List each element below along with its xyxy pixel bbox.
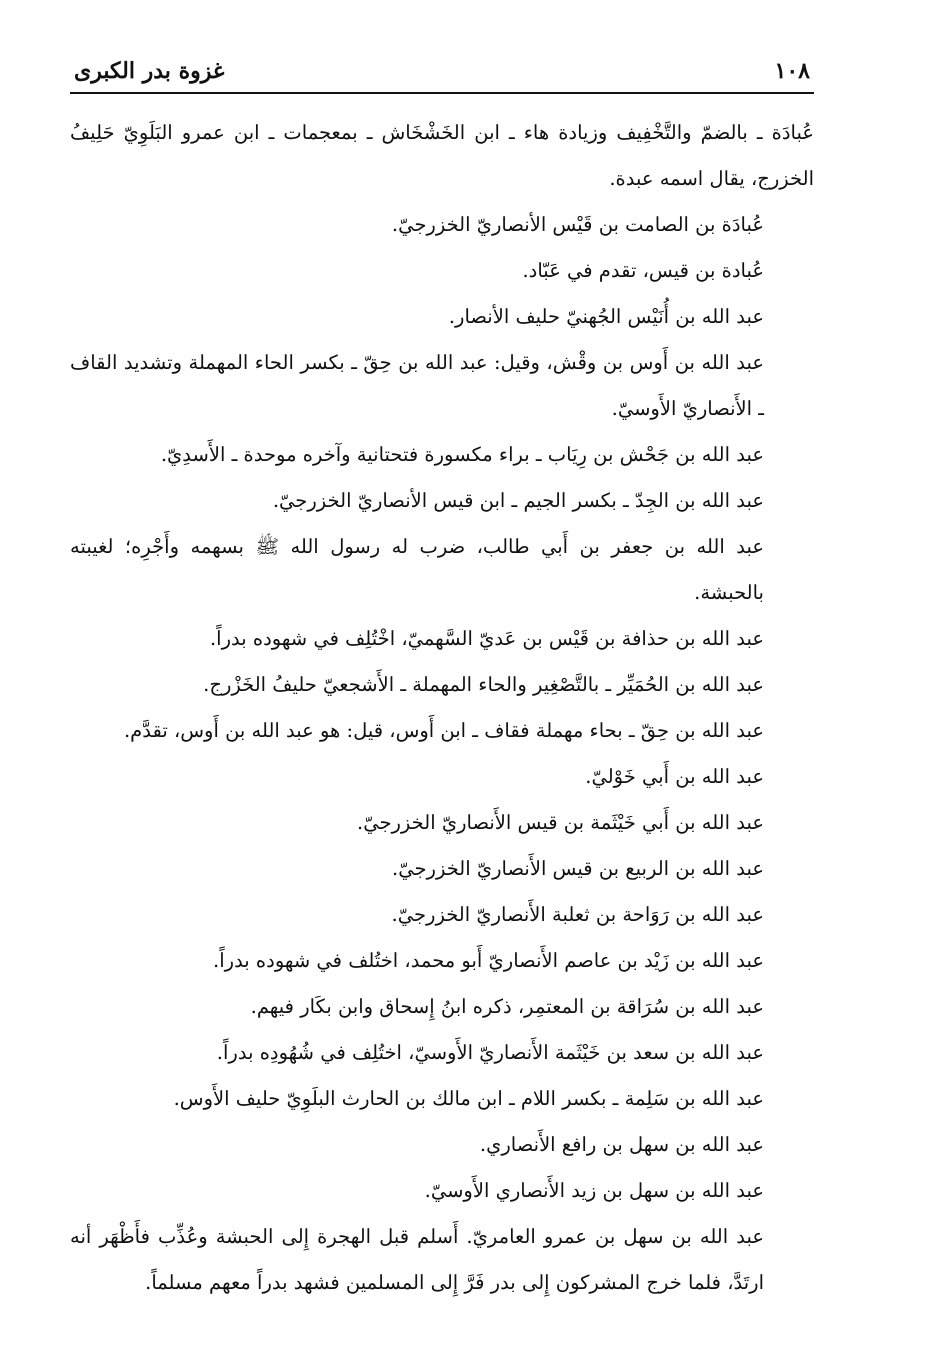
list-item: عُبادة بن قيس، تقدم في عَبّاد.: [522, 259, 764, 282]
list-item: عبد الله بن الجِدّ ـ بكسر الجيم ـ ابن قيس الأنصاريّ الخزرجيّ.: [272, 489, 764, 512]
page-number: ١٠٨: [774, 58, 810, 84]
list-item: عبد الله بن زَيْد بن عاصم الأَنصاريّ أَبو محمد، اختُلف في شهوده بدراً.: [213, 949, 764, 972]
document-page: [70, 52, 814, 1312]
list-item: عبد الله بن حِقّ ـ بحاء مهملة فقاف ـ ابن أَوس، قيل: هو عبد الله بن أَوس، تقدَّم.: [123, 719, 764, 742]
list-item: عبد الله بن سُرَاقة بن المعتمِر، ذكره ابنُ إِسحاق وابن بكَار فيهم.: [250, 995, 764, 1018]
list-item: عبد الله بن سعد بن خَيْثَمة الأَنصاريّ الأَوسيّ، اختُلِف في شُهُودِه بدراً.: [216, 1041, 764, 1064]
list-item: عبد الله بن أُنَيْس الجُهنيّ حليف الأنصار.: [448, 305, 764, 328]
list-item: عبد الله بن أَبي خَوْليّ.: [585, 765, 764, 788]
running-title: غزوة بدر الكبرى: [74, 58, 225, 84]
list-item: عبد الله بن سَلِمة ـ بكسر اللام ـ ابن مالك بن الحارث البلَوِيّ حليف الأَوس.: [173, 1087, 764, 1110]
list-item: عبد الله بن الربيع بن قيس الأَنصاريّ الخزرجيّ.: [392, 857, 764, 880]
list-item: عبد الله بن جَحْش بن رِيَاب ـ براء مكسورة فتحتانية وآخره موحدة ـ الأَسدِيّ.: [160, 443, 764, 466]
list-item: عبد الله بن سهل بن رافع الأَنصاري.: [479, 1133, 764, 1156]
list-item: عبد الله بن سهل بن عمرو العامريّ. أَسلم قبل الهجرة إِلى الحبشة وعُذِّب فأَظْهَر أنه ارتَدَّ، فلما خرج المشركون إِلى بدر فَرَّ إِلى المسلمين فشهد بدراً معهم مسلماً.: [70, 1225, 764, 1294]
list-item: عبد الله بن أَوس بن وقْش، وقيل: عبد الله بن حِقّ ـ بكسر الحاء المهملة وتشديد القاف ـ الأَنصاريّ الأَوسيّ.: [70, 351, 764, 420]
page-header: [70, 52, 814, 94]
list-item: عبد الله بن سهل بن زيد الأَنصاري الأَوسيّ.: [424, 1179, 764, 1202]
list-item: عبد الله بن حذافة بن قَيْس بن عَديّ السَّهميّ، اخْتُلِف في شهوده بدراً.: [209, 627, 764, 650]
list-item: عبد الله بن أَبي خَيْثَمة بن قيس الأَنصاريّ الخزرجيّ.: [357, 811, 764, 834]
list-item: عُبادَة ـ بالضمّ والتَّخْفِيف وزيادة هاء ـ ابن الخَشْخَاش ـ بمعجمات ـ ابن عمرو البَلَوِيّ حَلِيفُ الخزرج، يقال اسمه عبدة.: [70, 121, 814, 190]
list-item: عبد الله بن رَوَاحة بن ثعلبة الأَنصاريّ الخزرجيّ.: [391, 903, 764, 926]
list-item: عبد الله بن الحُمَيِّر ـ بالتَّصْغِير والحاء المهملة ـ الأَشجعيّ حليفُ الخَزْرج.: [203, 673, 764, 696]
list-item: عُبادَة بن الصامت بن قَيْس الأنصاريّ الخزرجيّ.: [391, 213, 764, 236]
entry-list: [70, 110, 814, 1306]
list-item: عبد الله بن جعفر بن أَبي طالب، ضرب له رسول الله ﷺ بسهمه وأَجْرِه؛ لغيبته بالحبشة.: [70, 535, 764, 604]
